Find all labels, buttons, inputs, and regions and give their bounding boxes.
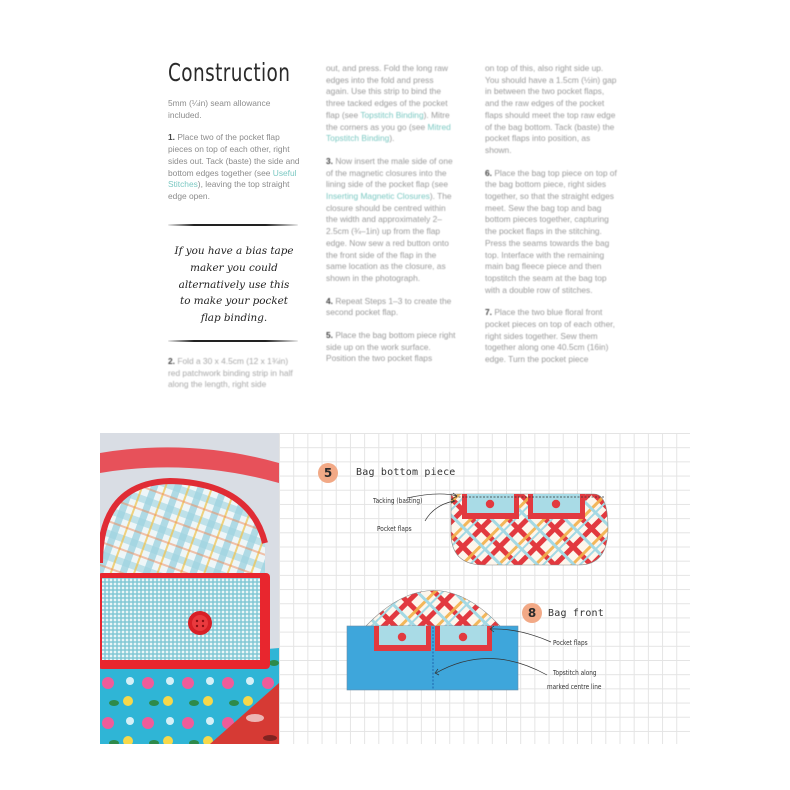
step-badge-8: 8 xyxy=(522,603,542,623)
step-text: Fold a 30 x 4.5cm (12 x 1¾in) red patchwork binding strip in half along the length, right side xyxy=(168,356,293,390)
step-text: ). xyxy=(389,133,395,144)
step-number: 7. xyxy=(485,307,492,318)
useful-stitches-link[interactable]: Useful Stitches xyxy=(168,167,297,190)
step-4 xyxy=(326,296,458,319)
pocket-flaps-label-front: Pocket flaps xyxy=(553,639,588,647)
page-title: Construction xyxy=(168,58,291,87)
topstitch-label-line2: marked centre line xyxy=(547,683,602,691)
step-text: Repeat Steps 1–3 to create the second pocket flap. xyxy=(326,295,452,318)
tip-divider-bottom xyxy=(168,340,298,342)
step-text: Now insert the male side of one of the magnetic closures into the lining side of the pocket flap (see xyxy=(326,155,453,190)
bag-bottom-piece xyxy=(451,494,608,565)
seam-allowance-note: 5mm (¼in) seam allowance included. xyxy=(168,98,271,120)
step-badge-5: 5 xyxy=(318,463,338,483)
step-number: 6. xyxy=(485,167,492,178)
pocket-flaps-label: Pocket flaps xyxy=(377,525,412,533)
mitred-topstitch-binding-link[interactable]: Mitred Topstitch Binding xyxy=(326,121,451,144)
topstitch-label-line1: Topstitch along xyxy=(553,669,597,677)
step-text: Place the bag bottom piece right side up on the work surface. Position the two pocket flaps xyxy=(326,330,456,364)
step-number: 3. xyxy=(326,155,333,166)
inserting-magnetic-closures-link[interactable]: Inserting Magnetic Closures xyxy=(326,191,430,202)
step-text: Place two of the pocket flap pieces on top of each other, right sides out. Tack (baste) the side and bottom edges together (see xyxy=(168,132,300,178)
column-2 xyxy=(326,63,458,376)
step-text: ). The closure should be centred within the width and approximately 2–2.5cm (¾–1in) up from the flap edge. Now sew a red button onto the front side of the flap in the same location as the closure, as shown in the photograph. xyxy=(326,191,452,283)
step-text: Place the two blue floral front pocket pieces on top of each other, right sides together. Sew them together along one 40.5cm (16in) edge. Turn the pocket piece xyxy=(485,307,615,365)
bag-bottom-title: Bag bottom piece xyxy=(356,467,456,478)
step-7 xyxy=(485,307,617,366)
tip-callout: If you have a bias tape maker you could alternatively use this to make your pocket flap binding. xyxy=(174,245,294,325)
diagram-grid xyxy=(279,433,690,744)
step-number: 4. xyxy=(326,295,333,306)
step-2-continued xyxy=(326,63,458,145)
step-5-continued: on top of this, also right side up. You should have a 1.5cm (½in) gap in between the two pocket flaps, and the raw edges of the pocket flaps should meet the top raw edge of the bag bottom. Tack (baste) the pocket flaps into position, as shown. xyxy=(485,63,617,155)
step-number: 2. xyxy=(168,356,175,366)
bag-front-title: Bag front xyxy=(548,608,604,619)
tip-divider-top xyxy=(168,224,298,226)
step-number: 5. xyxy=(326,330,333,341)
bag-front-piece xyxy=(347,591,518,691)
step-2 xyxy=(168,356,300,391)
step-text: out, and press. Fold the long raw edges into the fold and press again. Use this strip to bind the three tacked edges of the pocket flap (see xyxy=(326,63,448,120)
step-text: ). Mitre the corners as you go (see xyxy=(326,109,450,132)
step-5 xyxy=(326,330,458,365)
step-6 xyxy=(485,168,617,297)
step-text: ), leaving the top straight edge open. xyxy=(168,179,290,201)
step-1 xyxy=(168,132,300,202)
step-number: 1. xyxy=(168,132,175,143)
tacking-label: Tacking (basting) xyxy=(373,497,423,505)
diagram-graphics xyxy=(279,433,690,744)
column-1 xyxy=(168,98,300,214)
step-3 xyxy=(326,156,458,285)
step-text: Place the bag top piece on top of the bag bottom piece, right sides together, so that the straight edges meet. Sew the bag top and bag bottom pieces together, capturing the pocket flaps in the stitching. Press the seams towards the bag top. Interface with the remaining main bag fleece piece and then topstitch the seam at the bag top with a double row of stitches. xyxy=(485,167,617,295)
column-3 xyxy=(485,63,617,377)
bag-photo-illustration xyxy=(100,433,279,744)
bag-photo xyxy=(100,433,279,744)
topstitch-binding-link[interactable]: Topstitch Binding xyxy=(360,109,424,120)
